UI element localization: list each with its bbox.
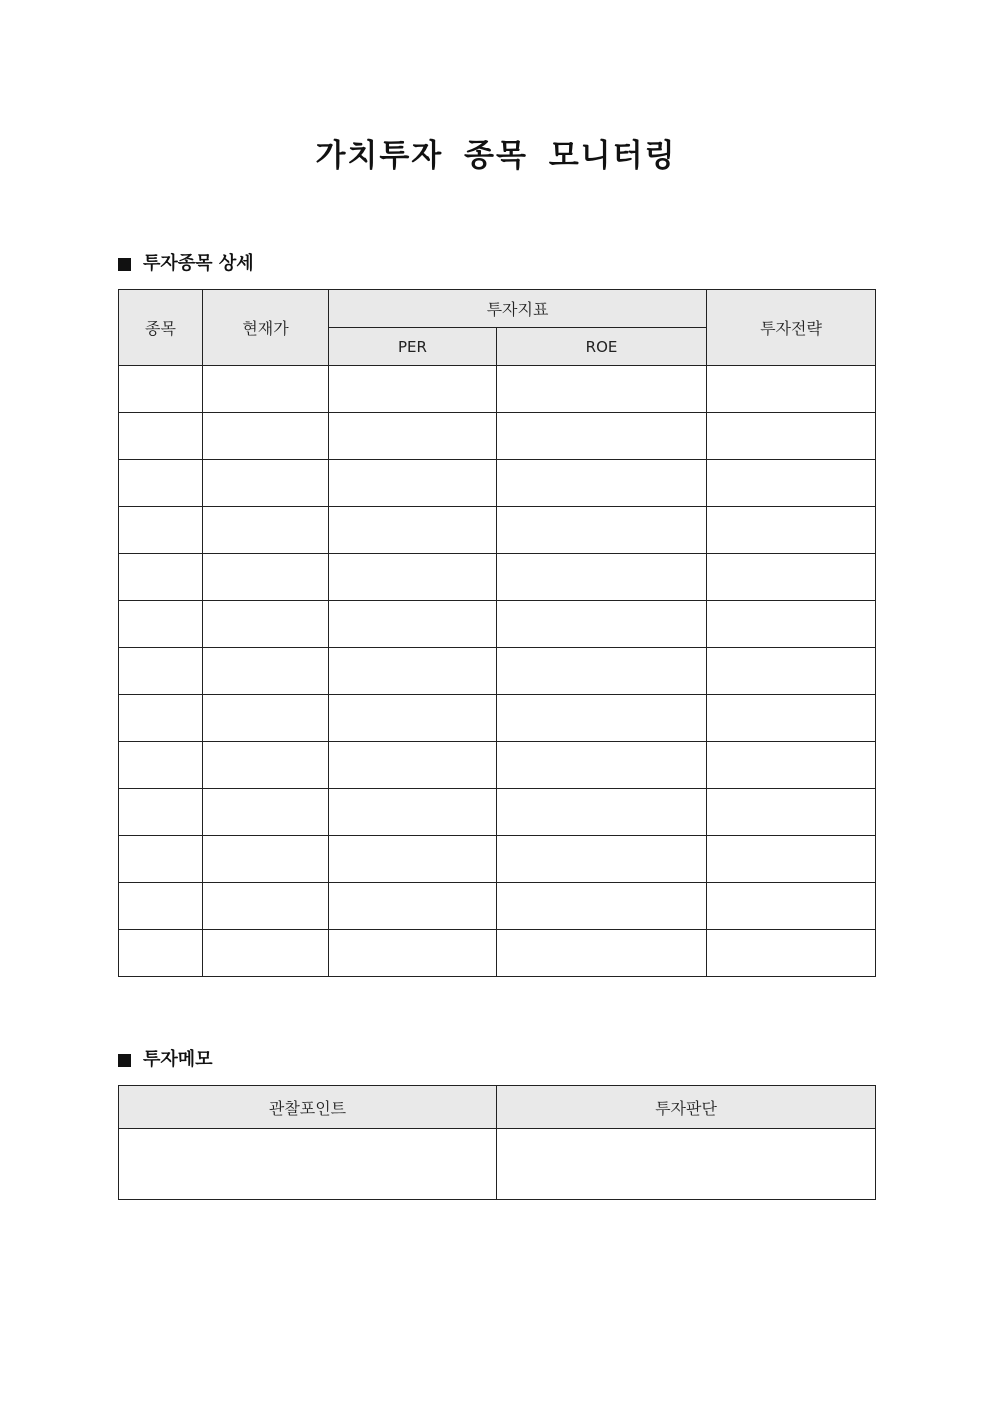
cell-strategy[interactable] [707,789,876,836]
cell-per[interactable] [329,695,497,742]
cell-stock[interactable] [119,930,203,977]
column-header-per: PER [329,328,497,366]
table-row [119,883,876,930]
cell-strategy[interactable] [707,883,876,930]
cell-roe[interactable] [497,601,707,648]
cell-strategy[interactable] [707,460,876,507]
cell-per[interactable] [329,460,497,507]
memo-cell-judgment[interactable] [497,1129,876,1200]
cell-stock[interactable] [119,695,203,742]
section-heading-memo [118,1048,213,1072]
cell-per[interactable] [329,836,497,883]
cell-price[interactable] [203,742,329,789]
cell-price[interactable] [203,836,329,883]
table-row [119,742,876,789]
cell-roe[interactable] [497,507,707,554]
cell-price[interactable] [203,883,329,930]
cell-strategy[interactable] [707,742,876,789]
cell-stock[interactable] [119,507,203,554]
cell-price[interactable] [203,507,329,554]
cell-per[interactable] [329,507,497,554]
cell-roe[interactable] [497,413,707,460]
cell-per[interactable] [329,366,497,413]
cell-strategy[interactable] [707,648,876,695]
cell-per[interactable] [329,413,497,460]
table-row [119,648,876,695]
cell-roe[interactable] [497,883,707,930]
cell-stock[interactable] [119,883,203,930]
cell-strategy[interactable] [707,413,876,460]
column-header-observation: 관찰포인트 [119,1086,497,1129]
cell-strategy[interactable] [707,366,876,413]
cell-stock[interactable] [119,366,203,413]
cell-price[interactable] [203,648,329,695]
cell-per[interactable] [329,789,497,836]
table-header-row [119,290,876,328]
column-header-indicator-group: 투자지표 [329,290,707,328]
table-row [119,930,876,977]
table-row [119,601,876,648]
stock-detail-table [118,289,876,977]
cell-price[interactable] [203,413,329,460]
cell-stock[interactable] [119,413,203,460]
cell-stock[interactable] [119,742,203,789]
section-heading-detail [118,252,254,276]
cell-roe[interactable] [497,648,707,695]
cell-per[interactable] [329,601,497,648]
page-title: 가치투자 종목 모니터링 [315,138,677,174]
cell-strategy[interactable] [707,836,876,883]
cell-stock[interactable] [119,601,203,648]
cell-price[interactable] [203,930,329,977]
memo-cell-observation[interactable] [119,1129,497,1200]
cell-stock[interactable] [119,460,203,507]
cell-price[interactable] [203,366,329,413]
cell-roe[interactable] [497,460,707,507]
cell-roe[interactable] [497,742,707,789]
cell-roe[interactable] [497,695,707,742]
cell-per[interactable] [329,883,497,930]
memo-row [119,1129,876,1200]
column-header-stock: 종목 [119,290,203,366]
cell-per[interactable] [329,742,497,789]
square-bullet-icon [118,258,131,271]
table-row [119,554,876,601]
cell-price[interactable] [203,460,329,507]
table-row [119,460,876,507]
cell-stock[interactable] [119,554,203,601]
cell-price[interactable] [203,789,329,836]
column-header-price: 현재가 [203,290,329,366]
cell-strategy[interactable] [707,601,876,648]
column-header-strategy: 투자전략 [707,290,876,366]
cell-price[interactable] [203,554,329,601]
investment-memo-table [118,1085,876,1200]
table-row [119,695,876,742]
cell-stock[interactable] [119,648,203,695]
table-row [119,366,876,413]
column-header-judgment: 투자판단 [497,1086,876,1129]
cell-stock[interactable] [119,789,203,836]
cell-strategy[interactable] [707,930,876,977]
cell-strategy[interactable] [707,695,876,742]
table-row [119,413,876,460]
cell-price[interactable] [203,601,329,648]
cell-strategy[interactable] [707,554,876,601]
table-row [119,507,876,554]
cell-price[interactable] [203,695,329,742]
square-bullet-icon [118,1054,131,1067]
section-heading-memo-label: 투자메모 [143,1049,213,1070]
column-header-roe: ROE [497,328,707,366]
table-row [119,789,876,836]
cell-roe[interactable] [497,789,707,836]
cell-roe[interactable] [497,836,707,883]
cell-roe[interactable] [497,366,707,413]
section-heading-detail-label: 투자종목 상세 [143,253,254,274]
cell-roe[interactable] [497,554,707,601]
table-row [119,836,876,883]
cell-roe[interactable] [497,930,707,977]
cell-per[interactable] [329,930,497,977]
memo-header-row [119,1086,876,1129]
cell-per[interactable] [329,648,497,695]
cell-stock[interactable] [119,836,203,883]
cell-per[interactable] [329,554,497,601]
cell-strategy[interactable] [707,507,876,554]
